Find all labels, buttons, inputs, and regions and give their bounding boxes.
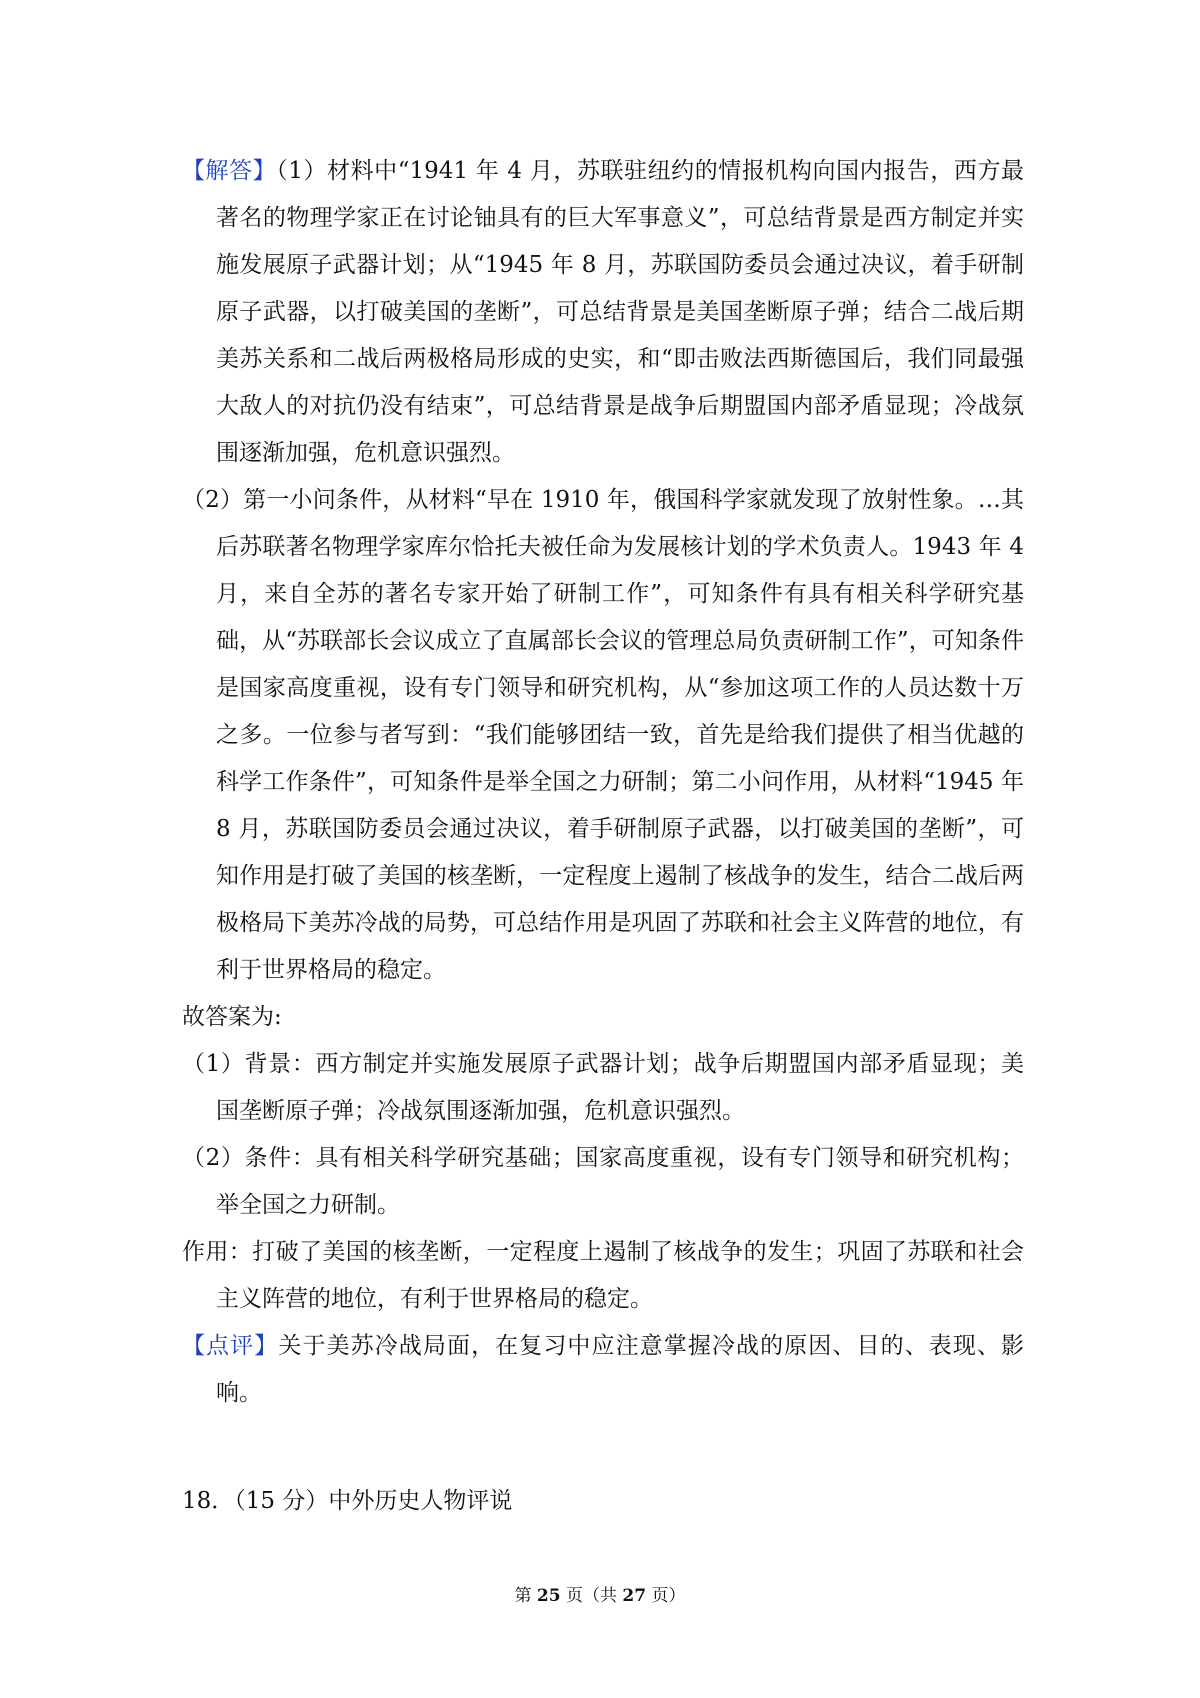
comment-paragraph bbox=[182, 1323, 1024, 1417]
answer-paragraph-2 bbox=[182, 477, 1024, 994]
answer-part2-text: （2）第一小问条件，从材料“早在 1910 年，俄国科学家就发现了放射性象。…其后苏联著名物理学家库尔恰托夫被任命为发展核计划的学术负责人。1943 年 4 月，来自全苏的著名专家开始了研制工作”，可知条件有具有相关科学研究基础，从“苏联部长会议成立了直属部长会议的管理总局负责研制工作”，可知条件是国家高度重视，设有专门领导和研究机构，从“参加这项工作的人员达数十万之多。一位参与者写到：“我们能够团结一致，首先是给我们提供了相当优越的科学工作条件”，可知条件是举全国之力研制；第二小问作用，从材料“1945 年 8 月，苏联国防委员会通过决议，着手研制原子武器，以打破美国的垄断”，可知作用是打破了美国的核垄断，一定程度上遏制了核战争的发生，结合二战后两极格局下美苏冷战的局势，可总结作用是巩固了苏联和社会主义阵营的地位，有利于世界格局的稳定。 bbox=[182, 487, 1024, 983]
comment-text: 关于美苏冷战局面，在复习中应注意掌握冷战的原因、目的、表现、影响。 bbox=[216, 1333, 1025, 1406]
final-answer-part1: （1）背景：西方制定并实施发展原子武器计划；战争后期盟国内部矛盾显现；美国垄断原子弹；冷战氛围逐渐加强，危机意识强烈。 bbox=[182, 1051, 1024, 1124]
footer-middle: 页（共 bbox=[560, 1586, 623, 1606]
answer-paragraph-1 bbox=[182, 148, 1024, 477]
final-answer-heading: 故答案为: bbox=[182, 1004, 282, 1030]
footer-total-pages: 27 bbox=[622, 1586, 647, 1606]
page-footer bbox=[0, 1584, 1200, 1608]
final-answer-part2: （2）条件：具有相关科学研究基础；国家高度重视，设有专门领导和研究机构；举全国之力研制。 bbox=[182, 1145, 1024, 1218]
comment-tag: 【点评】 bbox=[182, 1333, 279, 1359]
footer-suffix: 页） bbox=[646, 1586, 686, 1606]
answer-tag: 【解答】 bbox=[182, 158, 277, 184]
footer-prefix: 第 bbox=[514, 1586, 537, 1606]
answer-part1-text: （1）材料中“1941 年 4 月，苏联驻纽约的情报机构向国内报告，西方最著名的物理学家正在讨论铀具有的巨大军事意义”，可总结背景是西方制定并实施发展原子武器计划；从“1945 年 8 月，苏联国防委员会通过决议，着手研制原子武器，以打破美国的垄断”，可总结背景是美国垄断原子弹；结合二战后期美苏关系和二战后两极格局形成的史实，和“即击败法西斯德国后，我们同最强大敌人的对抗仍没有结束”，可总结背景是战争后期盟国内部矛盾显现；冷战氛围逐渐加强，危机意识强烈。 bbox=[216, 158, 1025, 466]
question-heading: 18．（15 分）中外历史人物评说 bbox=[182, 1488, 513, 1514]
footer-page-number: 25 bbox=[536, 1586, 561, 1606]
final-answer-part3: 作用：打破了美国的核垄断，一定程度上遏制了核战争的发生；巩固了苏联和社会主义阵营的地位，有利于世界格局的稳定。 bbox=[182, 1239, 1024, 1312]
answer-content bbox=[182, 148, 1024, 1417]
